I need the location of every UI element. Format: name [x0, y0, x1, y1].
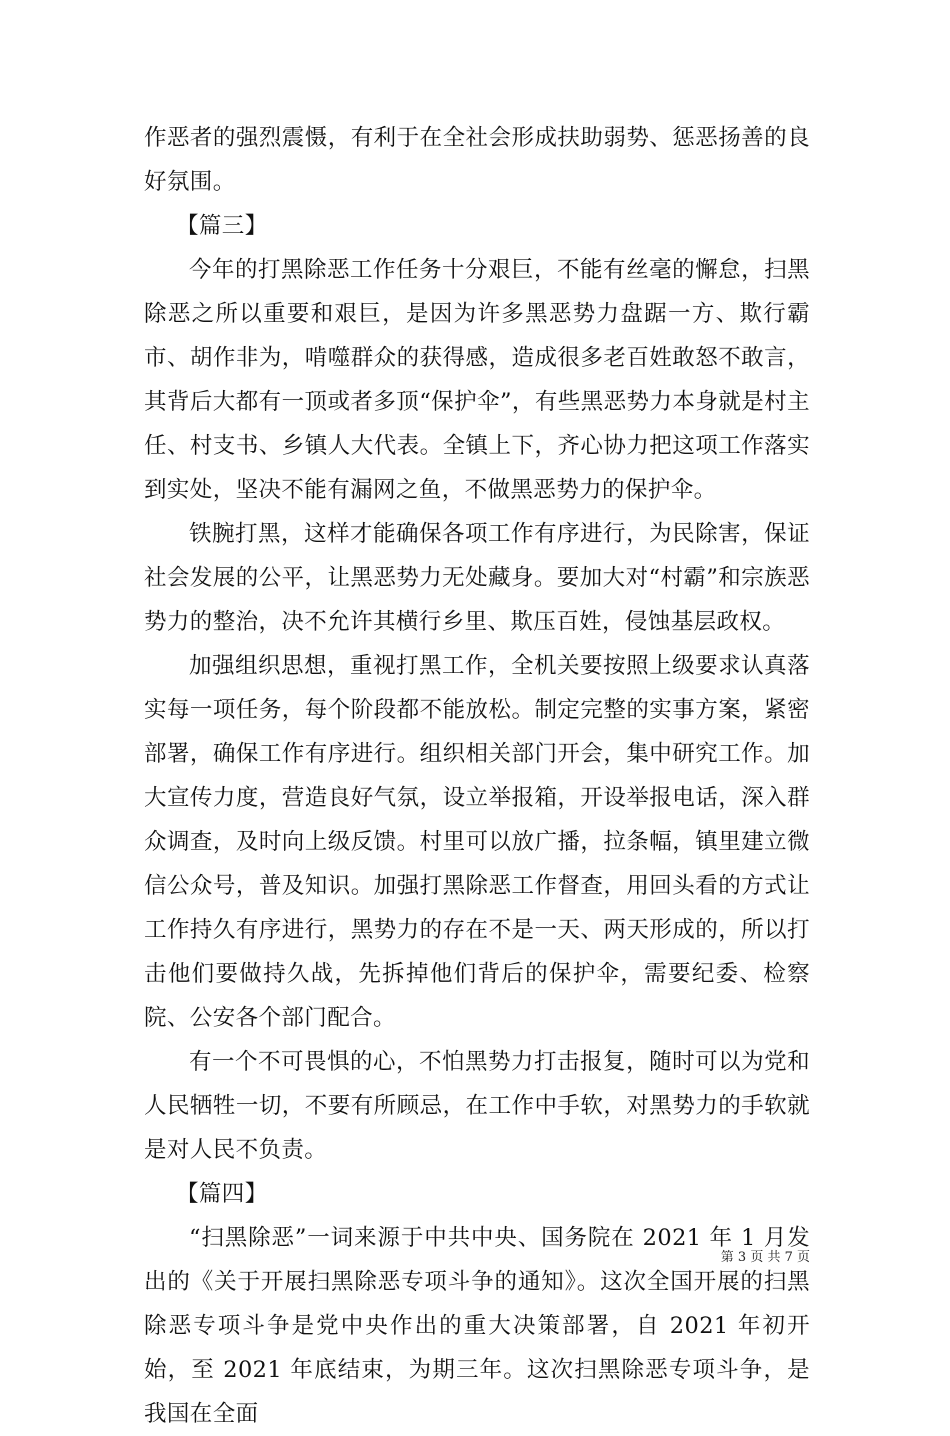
paragraph: 今年的打黑除恶工作任务十分艰巨，不能有丝毫的懈怠，扫黑除恶之所以重要和艰巨，是因为许多黑恶势力盘踞一方、欺行霸市、胡作非为，啃噬群众的获得感，造成很多老百姓敢怒不敢言，其背后大都有一顶或者多顶“保护伞”，有些黑恶势力本身就是村主任、村支书、乡镇人大代表。全镇上下，齐心协力把这项工作落实到实处，坚决不能有漏网之鱼，不做黑恶势力的保护伞。	[144, 257, 810, 503]
paragraph: “扫黑除恶”一词来源于中共中央、国务院在 2021 年 1 月发出的《关于开展扫黑除恶专项斗争的通知》。这次全国开展的扫黑除恶专项斗争是党中央作出的重大决策部署，自 2021 年初开始，至 2021 年底结束，为期三年。这次扫黑除恶专项斗争，是我国在全面	[144, 1225, 810, 1427]
paragraph-continuation: 作恶者的强烈震慑，有利于在全社会形成扶助弱势、惩恶扬善的良好氛围。	[144, 125, 810, 195]
paragraph: 加强组织思想，重视打黑工作，全机关要按照上级要求认真落实每一项任务，每个阶段都不能放松。制定完整的实事方案，紧密部署，确保工作有序进行。组织相关部门开会，集中研究工作。加大宣传力度，营造良好气氛，设立举报箱，开设举报电话，深入群众调查，及时向上级反馈。村里可以放广播，拉条幅，镇里建立微信公众号，普及知识。加强打黑除恶工作督查，用回头看的方式让工作持久有序进行，黑势力的存在不是一天、两天形成的，所以打击他们要做持久战，先拆掉他们背后的保护伞，需要纪委、检察院、公安各个部门配合。	[144, 653, 810, 1031]
page-number-footer: 第 3 页 共 7 页	[720, 1250, 810, 1265]
section-heading-4: 【篇四】	[176, 1181, 268, 1207]
document-body	[144, 116, 810, 1436]
paragraph: 有一个不可畏惧的心，不怕黑势力打击报复，随时可以为党和人民牺牲一切，不要有所顾忌，在工作中手软，对黑势力的手软就是对人民不负责。	[144, 1049, 810, 1163]
paragraph: 铁腕打黑，这样才能确保各项工作有序进行，为民除害，保证社会发展的公平，让黑恶势力无处藏身。要加大对“村霸”和宗族恶势力的整治，决不允许其横行乡里、欺压百姓，侵蚀基层政权。	[144, 521, 810, 635]
section-heading-3: 【篇三】	[176, 213, 268, 239]
